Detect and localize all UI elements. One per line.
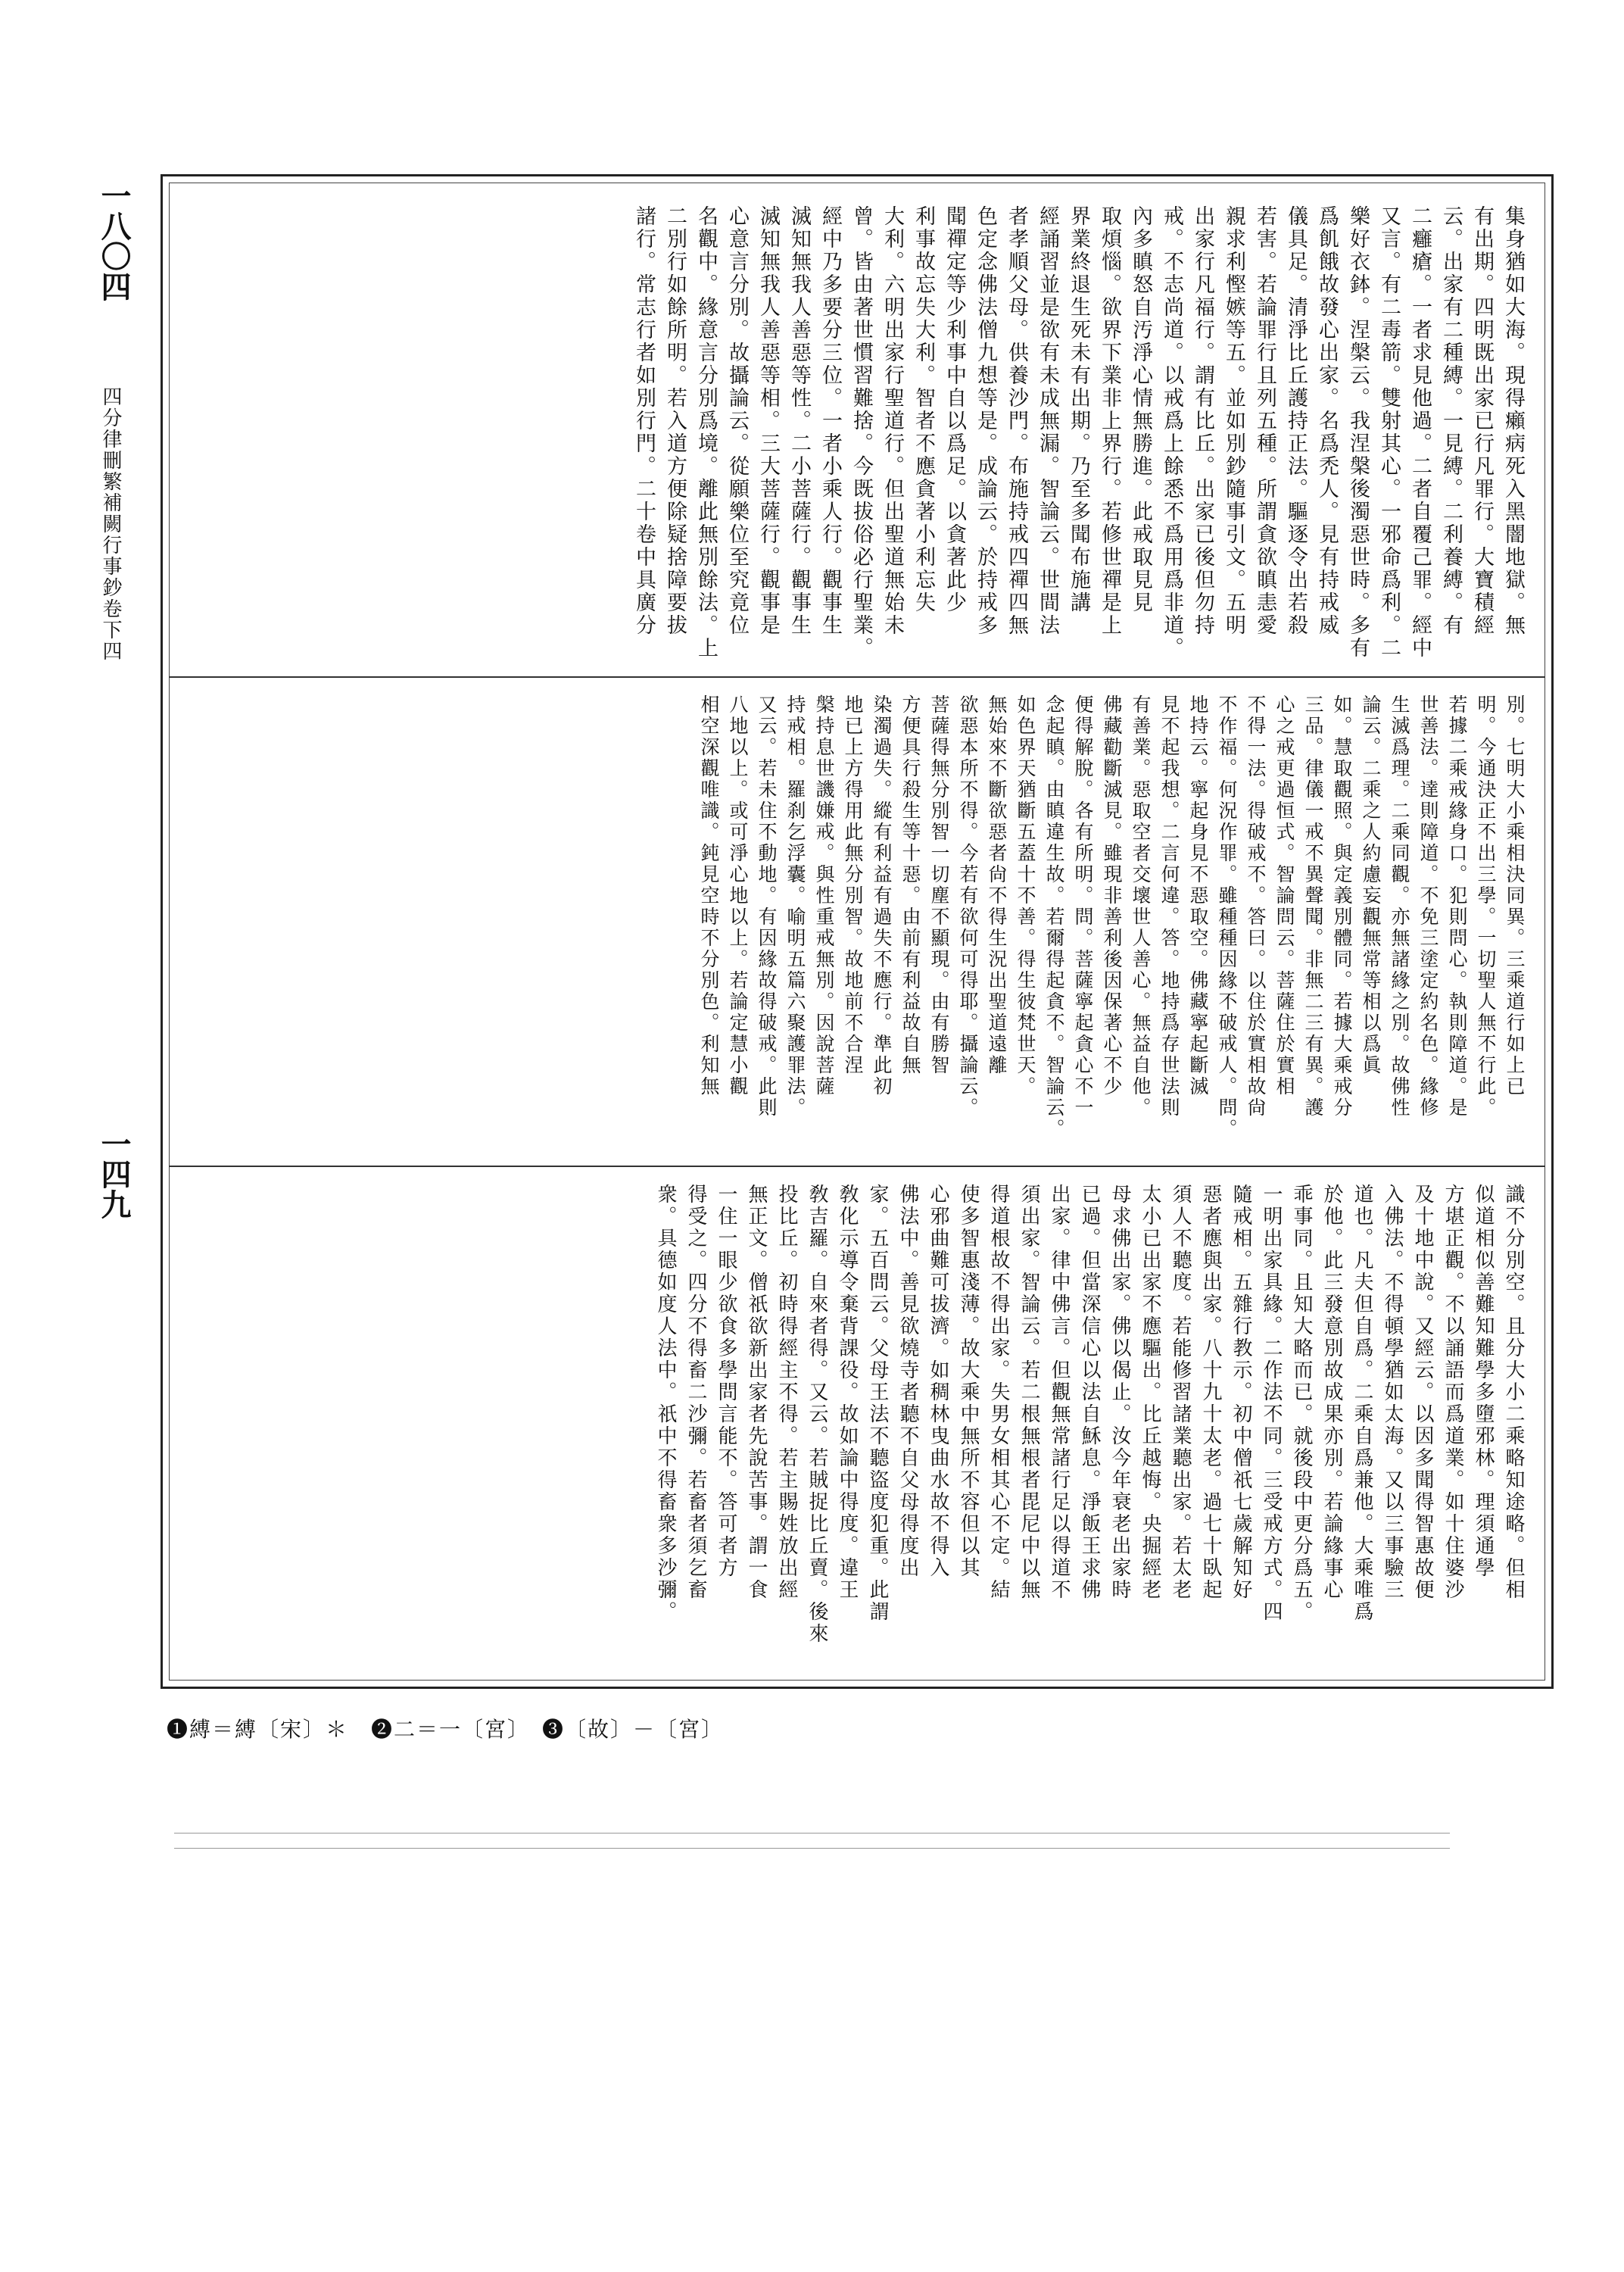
text-column: 無正文。僧祇欲新出家者先說苦事。謂一食 xyxy=(745,1184,768,1601)
text-column: 二別行如餘所明。若入道方便除疑捨障要拔 xyxy=(663,205,687,637)
text-column: 二癰瘡。一者求見他過。二者自覆己罪。經中 xyxy=(1408,205,1432,660)
text-column: 相空深觀唯識。鈍見空時不分別色。利知無 xyxy=(698,694,720,1097)
text-column: 地持云。寧起身見不惡取空。佛藏寧起斷滅 xyxy=(1187,694,1209,1097)
text-column: 已過。但當深信心以法自穌息。淨飯王求佛 xyxy=(1078,1184,1101,1601)
text-column: 方堪正觀。不以誦語而爲道業。如十住婆沙 xyxy=(1442,1184,1464,1601)
text-column: 生滅爲理。二乘同觀。亦無諸緣之別。故佛性 xyxy=(1389,694,1410,1119)
text-column: 者孝順父母。供養沙門。布施持戒四禪四無 xyxy=(1005,205,1028,637)
text-column: 識不分別空。且分大小二乘略知途略。但相 xyxy=(1502,1184,1525,1601)
book-title: 四分律刪繁補闕行事鈔卷下四 xyxy=(99,386,122,662)
text-column: 入佛法。不得頓學猶如太海。又以三事驗三 xyxy=(1381,1184,1404,1601)
text-column: 染濁過失。縱有利益有過失不應行。準此初 xyxy=(871,694,893,1097)
text-column: 儀具足。清淨比丘護持正法。驅逐令出若殺 xyxy=(1284,205,1308,637)
text-column: 似道相似善難知難學多墮邪林。理須通學 xyxy=(1472,1184,1495,1579)
text-column: 聞禪定等少利事中自以爲足。以貪著此少 xyxy=(943,205,966,614)
text-column: 又言。有二毒箭。雙射其心。一邪命爲利。二 xyxy=(1377,205,1401,660)
text-column: 及十地中說。又經云。以因多聞得智惠故便 xyxy=(1411,1184,1434,1601)
text-column: 爲飢餓故發心出家。名爲禿人。見有持戒威 xyxy=(1315,205,1339,637)
bottom-rule-1 xyxy=(174,1833,1450,1834)
text-column: 心邪曲難可拔濟。如稠林曳曲水故不得入 xyxy=(927,1184,949,1579)
text-column: 有出期。四明既出家已行凡罪行。大寶積經 xyxy=(1470,205,1494,637)
text-column: 不得一法。得破戒不。答曰。以住於實相故尙 xyxy=(1245,694,1267,1119)
text-column: 又云。若未住不動地。有因緣故得破戒。此則 xyxy=(756,694,778,1119)
text-column: 云。出家有二種縛。一見縛。二利養縛。有 xyxy=(1439,205,1463,637)
text-column: 經中乃多要分三位。一者小乘人行。觀事生 xyxy=(818,205,842,637)
text-column: 無始來不斷欲惡者尙不得生況出聖道遠離 xyxy=(986,694,1008,1076)
text-column: 樂好衣鉢。涅槃云。我涅槃後濁惡世時。多有 xyxy=(1346,205,1370,660)
text-column: 投比丘。初時得經主不得。若主賜姓放出經 xyxy=(775,1184,798,1601)
bottom-rule-2 xyxy=(174,1848,1450,1849)
text-column: 若害。若論罪行且列五種。所謂貪欲瞋恚愛 xyxy=(1253,205,1276,637)
text-column: 心意言分別。故攝論云。從願樂位至究竟位 xyxy=(725,205,749,637)
page-number-left: 一八〇四 xyxy=(96,180,132,301)
text-column: 出家。律中佛言。但觀無常諸行足以得道不 xyxy=(1048,1184,1071,1601)
register-divider-1 xyxy=(169,676,1545,678)
text-column: 敎吉羅。自來者得。又云。若賊捉比丘賣。後來 xyxy=(806,1184,828,1645)
text-column: 須人不聽度。若能修習諸業聽出家。若太老 xyxy=(1169,1184,1192,1601)
text-column: 論云。二乘之人約慮妄觀無常等相以爲眞 xyxy=(1360,694,1382,1076)
text-column: 若據二乘戒緣身口。犯則問心。執則障道。是 xyxy=(1446,694,1468,1119)
text-column: 三品。律儀一戒不異聲聞。非無二三有異。護 xyxy=(1302,694,1324,1119)
text-column: 隨戒相。五雜行教示。初中僧祇七歲解知好 xyxy=(1230,1184,1252,1601)
text-column: 戒。不志尚道。以戒爲上餘悉不爲用爲非道。 xyxy=(1160,205,1183,660)
text-column: 念起瞋。由瞋違生故。若爾得起貪不。智論云。 xyxy=(1043,694,1065,1140)
text-column: 內多瞋怒自汚淨心情無勝進。此戒取見見 xyxy=(1129,205,1152,614)
text-column: 惡者應與出家。八十九十太老。過七十臥起 xyxy=(1199,1184,1222,1601)
text-column: 大利。六明出家行聖道行。但出聖道無始未 xyxy=(881,205,904,637)
text-column: 諸行。常志行者如別行門。二十卷中具廣分 xyxy=(632,205,656,637)
footnotes: ❶縛＝縛〔宋〕＊ ❷二＝一〔宮〕 ❸〔故〕－〔宮〕 xyxy=(167,1717,725,1742)
text-column: 集身猶如大海。現得癩病死入黑闇地獄。無 xyxy=(1501,205,1525,637)
text-column: 敎化示導令棄背課役。故如論中得度。違王 xyxy=(836,1184,859,1601)
text-column: 佛法中。善見欲燒寺者聽不自父母得度出 xyxy=(896,1184,919,1579)
text-frame xyxy=(161,174,1554,1689)
text-column: 滅知無我人善惡等性。二小菩薩行。觀事生 xyxy=(787,205,811,637)
text-column: 曾。皆由著世慣習難捨。今既拔俗必行聖業。 xyxy=(849,205,873,660)
text-column: 經誦習並是欲有未成無漏。智論云。世間法 xyxy=(1036,205,1059,637)
text-column: 太小已出家不應驅出。比丘越悔。央掘經老 xyxy=(1139,1184,1161,1601)
text-column: 須出家。智論云。若二根無根者毘尼中以無 xyxy=(1018,1184,1040,1601)
text-column: 欲惡本所不得。今若有欲何可得耶。攝論云。 xyxy=(957,694,979,1119)
text-column: 如色界天猶斷五蓋十不善。得生彼梵世天。 xyxy=(1015,694,1036,1097)
text-column: 如。慧取觀照。與定義別體同。若據大乘戒分 xyxy=(1331,694,1353,1119)
text-column: 世善法。達則障道。不免三塗定約名色。緣修 xyxy=(1417,694,1439,1119)
text-column: 一住一眼少欲食多學問言能不。答可者方 xyxy=(715,1184,737,1579)
text-column: 利事故忘失大利。智者不應貪著小利忘失 xyxy=(912,205,935,614)
text-column: 界業終退生死未有出期。乃至多聞布施講 xyxy=(1067,205,1090,614)
text-column: 有善業。惡取空者交壞世人善心。無益自他。 xyxy=(1130,694,1152,1119)
text-column: 得受之。四分不得畜二沙彌。若畜者須乞畜 xyxy=(684,1184,707,1601)
register-middle-text xyxy=(173,694,1529,1149)
text-column: 得道根故不得出家。失男女相其心不定。結 xyxy=(987,1184,1010,1601)
text-column: 衆。具德如度人法中。祇中不得畜衆多沙彌。 xyxy=(654,1184,677,1623)
register-top-text xyxy=(173,205,1529,660)
text-column: 槃持息世譏嫌戒。與性重戒無別。因說菩薩 xyxy=(813,694,835,1097)
text-column: 佛藏勸斷滅見。雖現非善利後因保著心不少 xyxy=(1101,694,1123,1097)
text-column: 使多智惠淺薄。故大乘中無所不容但以其 xyxy=(957,1184,980,1579)
text-column: 家。五百問云。父母王法不聽盜度犯重。此謂 xyxy=(866,1184,889,1623)
text-column: 菩薩得無分別智一切塵不顯現。由有勝智 xyxy=(928,694,950,1076)
register-bottom-text xyxy=(173,1184,1529,1653)
text-column: 一明出家具緣。二作法不同。三受戒方式。四 xyxy=(1260,1184,1283,1623)
text-column: 於他。此三發意別故成果亦別。若論緣事心 xyxy=(1320,1184,1343,1601)
text-column: 持戒相。羅刹乞浮囊。喻明五篇六聚護罪法。 xyxy=(784,694,806,1119)
text-column: 取煩惱。欲界下業非上界行。若修世禪是上 xyxy=(1098,205,1121,637)
text-column: 名觀中。緣意言分別爲境。離此無別餘法。上 xyxy=(694,205,718,660)
text-column: 便得解脫。各有所明。問。菩薩寧起貪心不一 xyxy=(1072,694,1094,1119)
text-column: 母求佛出家。佛以偈止。汝今年衰老出家時 xyxy=(1108,1184,1131,1601)
text-column: 色定念佛法僧九想等是。成論云。於持戒多 xyxy=(974,205,997,637)
text-column: 方便具行殺生等十惡。由前有利益故自無 xyxy=(899,694,921,1076)
text-column: 明。今通決正不出三學。一切聖人無不行此。 xyxy=(1475,694,1497,1119)
text-column: 見不起我想。二言何違。答。地持爲存世法則 xyxy=(1158,694,1180,1119)
text-column: 別。七明大小乘相決同異。三乘道行如上已 xyxy=(1504,694,1526,1097)
text-column: 道也。凡夫但自爲。二乘自爲兼他。大乘唯爲 xyxy=(1351,1184,1373,1623)
text-column: 不作福。何況作罪。雖種種因緣不破戒人。問。 xyxy=(1216,694,1238,1140)
text-column: 出家行凡福行。謂有比丘。出家已後但勿持 xyxy=(1191,205,1214,637)
text-column: 乖事同。且知大略而已。就後段中更分爲五。 xyxy=(1290,1184,1313,1623)
text-column: 滅知無我人善惡等相。三大菩薩行。觀事是 xyxy=(756,205,780,637)
text-column: 心之戒更過恒式。智論問云。菩薩住於實相 xyxy=(1273,694,1295,1097)
page-number-right: 一四九 xyxy=(96,1128,132,1219)
register-divider-2 xyxy=(169,1166,1545,1167)
text-column: 親求利慳嫉等五。並如別鈔隨事引文。五明 xyxy=(1222,205,1245,637)
text-column: 八地以上。或可淨心地以上。若論定慧小觀 xyxy=(727,694,749,1097)
text-column: 地已上方得用此無分別智。故地前不合涅 xyxy=(842,694,864,1076)
